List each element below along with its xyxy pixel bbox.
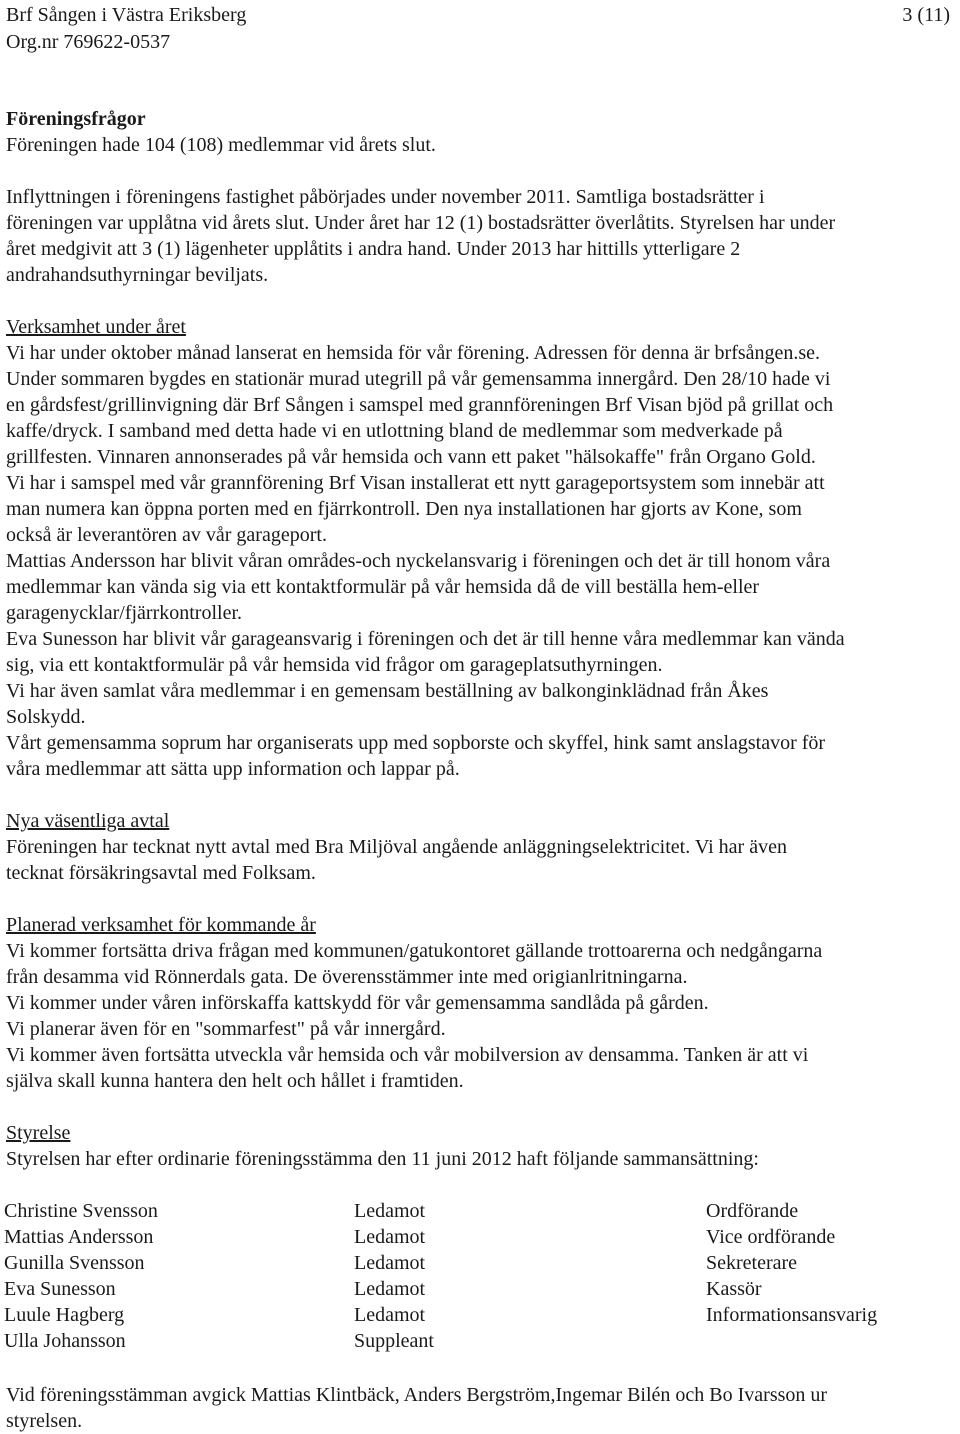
paragraph-line: Vi planerar även för en "sommarfest" på vår innergård. [6, 1018, 446, 1040]
member-role: Ledamot [354, 1304, 426, 1326]
member-role: Ledamot [354, 1226, 426, 1248]
paragraph-line: Föreningen har tecknat nytt avtal med Bra Miljöval angående anläggningselektricitet. Vi har även [6, 836, 787, 858]
section-heading: Planerad verksamhet för kommande år [6, 914, 316, 936]
paragraph-line: Föreningen hade 104 (108) medlemmar vid årets slut. [6, 134, 436, 156]
section-verksamhet [6, 314, 956, 782]
member-name: Ulla Johansson [4, 1330, 126, 1352]
section-styrelse [6, 1120, 956, 1172]
member-name: Christine Svensson [4, 1200, 158, 1222]
section-closing [6, 1382, 956, 1434]
paragraph-line: från desamma vid Rönnerdals gata. De överensstämmer inte med origianlritningarna. [6, 966, 688, 988]
board-member-row [0, 1224, 960, 1250]
member-name: Luule Hagberg [4, 1304, 125, 1326]
section-heading: Nya väsentliga avtal [6, 810, 170, 832]
paragraph-line: våra medlemmar att sätta upp information och lappar på. [6, 758, 460, 780]
board-member-row [0, 1276, 960, 1302]
board-member-row [0, 1302, 960, 1328]
member-position: Kassör [706, 1278, 762, 1300]
member-role: Suppleant [354, 1330, 434, 1352]
paragraph-line: Vi har under oktober månad lanserat en hemsida för vår förening. Adressen för denna är brfsången.se. [6, 342, 821, 364]
paragraph-line: året medgivit att 3 (1) lägenheter upplåtits i andra hand. Under 2013 har hittills ytterligare 2 [6, 238, 741, 260]
page-header [6, 2, 246, 56]
paragraph-line: andrahandsuthyrningar beviljats. [6, 264, 269, 286]
page-number: 3 (11) [902, 4, 950, 26]
paragraph-line: kaffe/dryck. I samband med detta hade vi en utlottning bland de medlemmar som medverkade på [6, 420, 783, 442]
section-heading: Verksamhet under året [6, 316, 186, 338]
paragraph-line: Inflyttningen i föreningens fastighet påbörjades under november 2011. Samtliga bostadsrätter i [6, 186, 765, 208]
paragraph-line: grillfesten. Vinnaren annonserades på vår hemsida och vann ett paket "hälsokaffe" från Organo Gold. [6, 446, 816, 468]
member-role: Ledamot [354, 1252, 426, 1274]
paragraph-line: Vi kommer under våren införskaffa kattskydd för vår gemensamma sandlåda på gården. [6, 992, 709, 1014]
member-position: Informationsansvarig [706, 1304, 878, 1326]
paragraph-line: Under sommaren bygdes en stationär murad utegrill på vår gemensamma innergård. Den 28/10 hade vi [6, 368, 831, 390]
org-number: Org.nr 769622-0537 [6, 31, 171, 53]
paragraph-line: Vi har i samspel med vår grannförening Brf Visan installerat ett nytt garageportsystem som innebär att [6, 472, 825, 494]
section-foreningsfragor [6, 106, 956, 158]
section-heading: Föreningsfrågor [6, 108, 146, 130]
board-member-row [0, 1250, 960, 1276]
paragraph-line: Eva Sunesson har blivit vår garageansvarig i föreningen och det är till henne våra medlemmar kan vända [6, 628, 845, 650]
paragraph-line: medlemmar kan vända sig via ett kontaktformulär på vår hemsida då de vill beställa hem-eller [6, 576, 760, 598]
section-planerad [6, 912, 956, 1094]
paragraph-line: Vårt gemensamma soprum har organiserats upp med sopborste och skyffel, hink samt anslagstavor för [6, 732, 826, 754]
paragraph-line: man numera kan öppna porten med en fjärrkontroll. Den nya installationen har gjorts av Kone, som [6, 498, 802, 520]
org-name: Brf Sången i Västra Eriksberg [6, 4, 247, 26]
paragraph-line: också är leverantören av vår garageport. [6, 524, 327, 546]
paragraph-line: Styrelsen har efter ordinarie föreningsstämma den 11 juni 2012 haft följande sammansättning: [6, 1148, 759, 1170]
paragraph-line: en gårdsfest/grillinvigning där Brf Sången i samspel med grannföreningen Brf Visan bjöd på grillat och [6, 394, 834, 416]
paragraph-line: Solskydd. [6, 706, 86, 728]
paragraph-line: garagenycklar/fjärrkontroller. [6, 602, 242, 624]
board-member-row [0, 1198, 960, 1224]
member-name: Gunilla Svensson [4, 1252, 145, 1274]
member-role: Ledamot [354, 1278, 426, 1300]
member-name: Eva Sunesson [4, 1278, 116, 1300]
section-avtal [6, 808, 956, 886]
paragraph-line: sig, via ett kontaktformulär på vår hemsida vid frågor om garageplatsuthyrningen. [6, 654, 663, 676]
paragraph-line: Vi kommer fortsätta driva frågan med kommunen/gatukontoret gällande trottoarerna och nedgångarna [6, 940, 823, 962]
paragraph-line: själva skall kunna hantera den helt och hållet i framtiden. [6, 1070, 464, 1092]
section-heading: Styrelse [6, 1122, 71, 1144]
member-role: Ledamot [354, 1200, 426, 1222]
member-position: Sekreterare [706, 1252, 798, 1274]
member-position: Vice ordförande [706, 1226, 836, 1248]
board-member-row [0, 1328, 960, 1354]
paragraph-line: Vi kommer även fortsätta utveckla vår hemsida och vår mobilversion av densamma. Tanken är att vi [6, 1044, 809, 1066]
paragraph-line: Vid föreningsstämman avgick Mattias Klintbäck, Anders Bergström,Ingemar Bilén och Bo Ivarsson ur [6, 1384, 828, 1406]
member-name: Mattias Andersson [4, 1226, 154, 1248]
paragraph-line: styrelsen. [6, 1410, 83, 1432]
paragraph-line: tecknat försäkringsavtal med Folksam. [6, 862, 316, 884]
section-inflyttning [6, 184, 956, 288]
member-position: Ordförande [706, 1200, 799, 1222]
paragraph-line: Vi har även samlat våra medlemmar i en gemensam beställning av balkonginklädnad från Åkes [6, 680, 769, 702]
paragraph-line: Mattias Andersson har blivit våran områdes-och nyckelansvarig i föreningen och det är till honom våra [6, 550, 831, 572]
paragraph-line: föreningen var upplåtna vid årets slut. Under året har 12 (1) bostadsrätter överlåtits. Styrelsen har under [6, 212, 836, 234]
